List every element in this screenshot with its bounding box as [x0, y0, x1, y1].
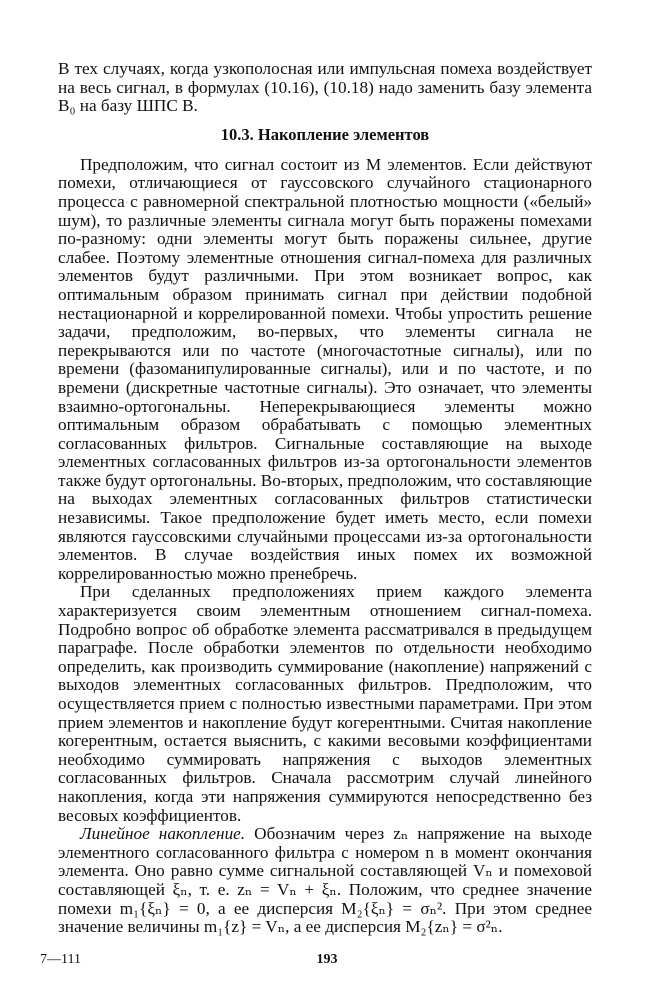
intro-paragraph: В тех случаях, когда узкополосная или импульсная помеха воздействует на весь сигнал, в формулах (10.16), (10.18) надо заменить базу элемента B₀ на базу ШПС B.: [58, 59, 592, 116]
section-heading: 10.3. Накопление элементов: [220, 124, 430, 144]
linear-accumulation-term: Линейное накопление.: [80, 824, 246, 844]
footer-signature: 7—111: [40, 952, 81, 967]
paragraph-accumulation: При сделанных предположениях прием каждого элемента характеризуется своим элементным отношением сигнал-помеха. Подробно вопрос об обработке элемента рассматривался в предыдущем параграфе. После обработки элементов по отдельности необходимо определить, как производить суммирование (накопление) напряжений с выходов элементных согласованных фильтров. Предположим, что осуществляется прием с полностью известными параметрами. При этом прием элементов и накопление будут когерентными. Считая накопление когерентным, остается выяснить, с какими весовыми коэффициентами необходимо суммировать напряжения с выходов элементных согласованных фильтров. Сначала рассмотрим случай линейного накопления, когда эти напряжения суммируются непосредственно без весовых коэффициентов.: [58, 582, 592, 825]
paragraph-assumptions: Предположим, что сигнал состоит из M элементов. Если действуют помехи, отличающиеся от гауссовского случайного стационарного процесса с равномерной спектральной плотностью мощности («белый» шум), то различные элементы сигнала могут быть поражены помехами по-разному: одни элементы могут быть поражены сильнее, другие слабее. Поэтому элементные отношения сигнал-помеха для различных элементов будут различными. При этом возникает вопрос, как оптимальным образом принимать сигнал при действии подобной нестационарной и коррелированной помехи. Чтобы упростить решение задачи, предположим, во-первых, что элементы сигнала не перекрываются или по частоте (многочастотные сигналы), или по времени (фазоманипулированные сигналы), или и по частоте, и по времени (дискретные частотные сигналы). Это означает, что элементы взаимно-ортогональны. Неперекрывающиеся элементы можно оптимальным образом обрабатывать с помощью элементных согласованных фильтров. Сигнальные составляющие на выходе элементных согласованных фильтров из-за ортогональности элементов также будут ортогональны. Во-вторых, предположим, что составляющие на выходах элементных согласованных фильтров статистически независимы. Такое предположение будет иметь место, если помехи являются гауссовскими случайными процессами из-за ортогональности элементов. В случае воздействия иных помех их возможной коррелированностью можно пренебречь.: [58, 154, 592, 583]
linear-accumulation-body: Обозначим через zₙ напряжение на выходе элементного согласованного фильтра с номером n в момент окончания элемента. Оно равно сумме сигнальной составляющей Vₙ и помеховой составляющей ξₙ, т. е. zₙ = Vₙ + ξₙ. Положим, что среднее значение помехи m₁{ξₙ} = 0, а ее дисперсия M₂{ξₙ} = σₙ². При этом среднее значение величины m₁{z} = Vₙ, а ее дисперсия M₂{zₙ} = σ²ₙ.: [58, 824, 592, 937]
page-footer: [40, 952, 614, 972]
page-number: 193: [316, 952, 338, 967]
paragraph-linear-accumulation: [58, 825, 592, 937]
